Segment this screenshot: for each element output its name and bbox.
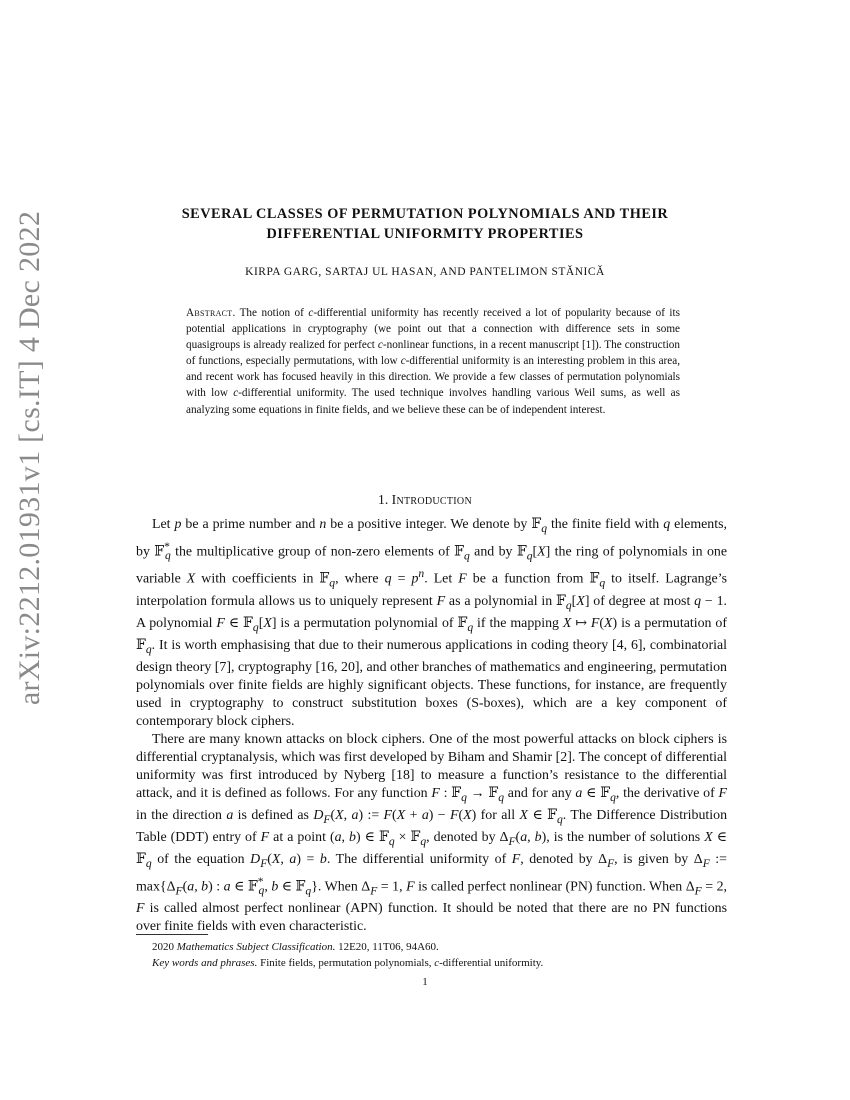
paper-title (125, 204, 725, 244)
abstract-math-c-1: c (308, 307, 314, 319)
section-number: 1. (378, 492, 389, 507)
abstract-text-1: The notion of (239, 307, 309, 319)
abstract-text-2: -differential uniformity has recently received a lot of popularity because of its potential applications in cryptography (we point out that a connection with difference sets in some quasigroups is already realized for perfect (186, 307, 680, 352)
footnote-keywords-text-1: Finite fields, permutation polynomials, (260, 957, 435, 969)
section-title: Introduction (391, 492, 472, 507)
footnote-keywords-label: Key words and phrases. (152, 957, 258, 969)
paper-authors: KIRPA GARG, SARTAJ UL HASAN, AND PANTELIMON STĂNICĂ (245, 266, 605, 278)
abstract-text-4: -differential uniformity is an interesting problem in this area, and recent work has focused heavily in this direction. We provide a few classes of permutation polynomials with low (186, 355, 680, 400)
footnote-msc-codes: 12E20, 11T06, 94A60. (338, 941, 439, 953)
footnote-keywords-math-c: c (434, 957, 440, 969)
abstract (186, 305, 680, 418)
abstract-text-3: -nonlinear functions, in a recent manuscript [1]). The construction of functions, especially permutations, with low (186, 339, 680, 368)
page-number: 1 (422, 976, 428, 988)
abstract-text-5: -differential uniformity. The used technique involves handling various Weil sums, as well as analyzing some equations in finite fields, and we believe these can be of independent interest. (186, 387, 680, 416)
footnote-rule (136, 934, 208, 935)
intro-paragraph-2: There are many known attacks on block ciphers. One of the most powerful attacks on block ciphers is differential cryptanalysis, which was first developed by Biham and Shamir [2]. The concept of differential uniformity was first introduced by Nyberg [18] to measure a function’s resistance to the differential attack, and it is defined as follows. For any function F : 𝔽$_q$ → 𝔽$_q$ and for any a ∈ 𝔽$_q$, the derivative of F in the direction a is defined as $D_F(X$, a) := F(X + a) − F(X) for all X ∈ 𝔽$_q$. The Difference Distribution Table (DDT) entry of F at a point (a, b) ∈ 𝔽$_q$ × 𝔽$_q$, denoted by $\Delta_F(a$, b), is the number of solutions X ∈ 𝔽$_q$ of the equation $D_F(X$, a) = b. The differential uniformity of F, denoted by $\Delta_F$, is given by $\Delta_F$ := $\max\{\Delta_F(a$, b) : a ∈ 𝔽*$_q$, b ∈ 𝔽$_q$}. When $\Delta_F = 1$, F is called perfect nonlinear (PN) function. When $\Delta_F = 2$, F is called almost perfect nonlinear (APN) function. It should be noted that there are no PN functions over finite fields with even characteristic. (136, 731, 728, 935)
section-heading (125, 492, 725, 508)
abstract-math-c-3: c (400, 355, 406, 368)
footnotes (136, 939, 727, 971)
abstract-math-c-2: c (377, 339, 383, 352)
abstract-label: Abstract. (186, 307, 236, 319)
title-line-1: SEVERAL CLASSES OF PERMUTATION POLYNOMIALS AND THEIR (181, 206, 669, 222)
intro-paragraph-1: Let p be a prime number and n be a positive integer. We denote by 𝔽$_q$ the finite field with q elements, by 𝔽*$_q$ the multiplicative group of non-zero elements of 𝔽$_q$ and by 𝔽$_q$[X] the ring of polynomials in one variable X with coefficients in 𝔽$_q$, where $q = p^n$. Let F be a function from 𝔽$_q$ to itself. Lagrange’s interpolation formula allows us to uniquely represent F as a polynomial in 𝔽$_q$[X] of degree at most q − 1. A polynomial F ∈ 𝔽$_q$[X] is a permutation polynomial of 𝔽$_q$ if the mapping X ↦ F(X) is a permutation of 𝔽$_q$. It is worth emphasising that due to their numerous applications in coding theory [4, 6], combinatorial design theory [7], cryptography [16, 20], and other branches of mathematics and engineering, permutation polynomials over finite fields are highly significant objects. These functions, for instance, are frequently used in cryptography to construct substitution boxes (S-boxes), which are a key component of contemporary block ciphers. (136, 517, 728, 729)
footnote-msc-label: Mathematics Subject Classification. (176, 941, 336, 953)
footnote-keywords-text-2: -differential uniformity. (439, 957, 544, 969)
footnote-keywords (136, 955, 727, 971)
abstract-math-c-4: c (233, 387, 239, 400)
introduction-body (136, 516, 727, 936)
arxiv-identifier: arXiv:2212.01931v1 [cs.IT] 4 Dec 2022 (13, 210, 46, 706)
footnote-msc (136, 939, 727, 955)
title-line-2: DIFFERENTIAL UNIFORMITY PROPERTIES (266, 226, 584, 242)
footnote-msc-year: 2020 (152, 941, 174, 953)
arxiv-identifier-stamp (0, 0, 60, 1100)
